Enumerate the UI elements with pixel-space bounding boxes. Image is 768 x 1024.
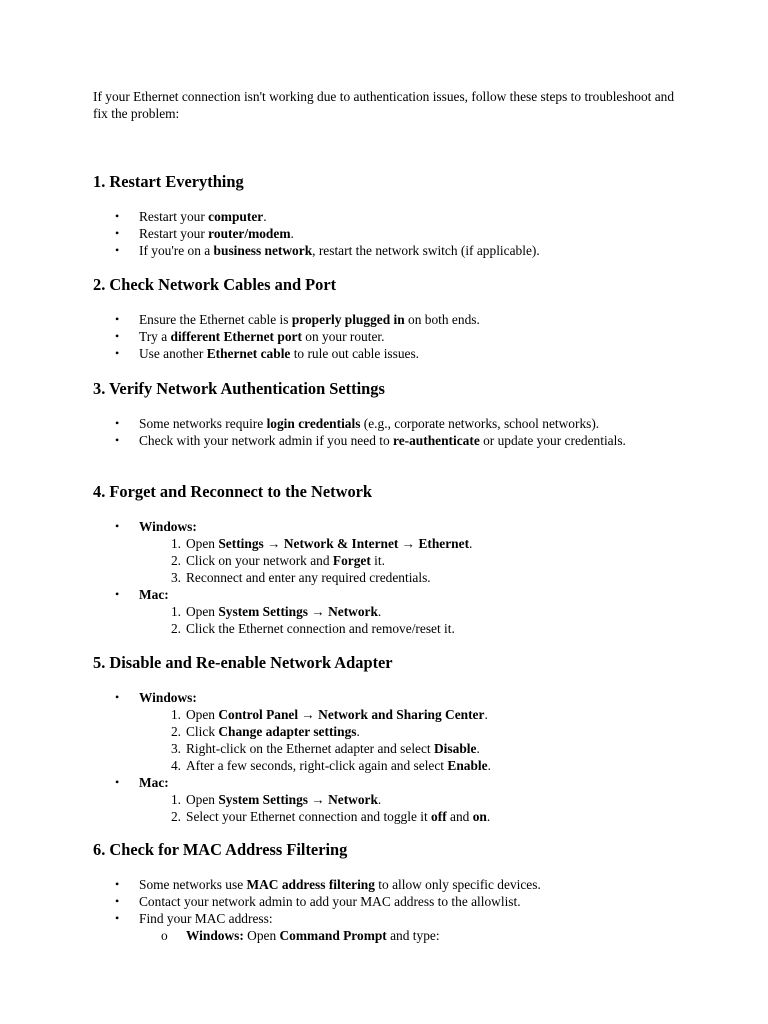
platform-label: Windows: — [139, 690, 197, 705]
sub-item: o Windows: Open Command Prompt and type: — [161, 928, 440, 943]
list-item: • If you're on a business network, restart the network switch (if applicable). — [115, 243, 540, 258]
platform-item — [93, 586, 693, 637]
bullet-icon: • — [115, 433, 120, 447]
step-item: 3. Reconnect and enter any required credentials. — [139, 569, 693, 586]
step-item: 1. Open Control Panel → Network and Sharing Center. — [139, 706, 693, 723]
step-item: 3. Right-click on the Ethernet adapter and select Disable. — [139, 740, 693, 757]
bullet-icon: • — [115, 329, 120, 343]
bullet-icon: • — [115, 243, 120, 257]
list-item: • Contact your network admin to add your MAC address to the allowlist. — [115, 894, 521, 909]
intro-paragraph: If your Ethernet connection isn't working due to authentication issues, follow these steps to troubleshoot and fix the problem: — [93, 89, 675, 121]
step-number: 2. — [170, 553, 181, 568]
step-list — [139, 706, 693, 774]
step-item: 4. After a few seconds, right-click again and select Enable. — [139, 757, 693, 774]
bullet-icon: • — [115, 894, 120, 908]
step-number: 1. — [170, 536, 181, 551]
step-number: 4. — [170, 758, 181, 773]
bold-text: properly plugged in — [291, 312, 405, 327]
bold-text: re-authenticate — [393, 433, 480, 448]
step-number: 3. — [170, 570, 181, 585]
list-item: • Try a different Ethernet port on your router. — [115, 329, 385, 344]
section-heading: 1. Restart Everything — [93, 172, 244, 191]
section-4 — [93, 482, 693, 637]
platform-item — [93, 774, 693, 825]
list-item: • Some networks use MAC address filtering to allow only specific devices. — [115, 877, 541, 892]
bold-text: System Settings → Network — [218, 604, 378, 619]
bold-text: Windows: — [186, 928, 244, 943]
bold-text: Forget — [332, 553, 371, 568]
step-item: 2. Click on your network and Forget it. — [139, 552, 693, 569]
bullet-icon: • — [115, 911, 120, 925]
section-2 — [93, 275, 693, 362]
bold-text: login credentials — [266, 416, 361, 431]
section-heading: 6. Check for MAC Address Filtering — [93, 840, 348, 859]
list-item: • Find your MAC address: o Windows: Open Command Prompt and type: — [93, 910, 693, 944]
bullet-list — [93, 689, 693, 825]
bold-text: Control Panel → Network and Sharing Center — [218, 707, 485, 722]
step-number: 1. — [170, 792, 181, 807]
bold-text: Command Prompt — [279, 928, 387, 943]
bullet-list — [93, 876, 693, 944]
bullet-icon: • — [115, 346, 120, 360]
step-number: 2. — [170, 621, 181, 636]
bold-text: business network — [213, 243, 313, 258]
step-item: 1. Open Settings → Network & Internet → Ethernet. — [139, 535, 693, 552]
bullet-icon: • — [115, 775, 120, 789]
step-item: 1. Open System Settings → Network. — [139, 791, 693, 808]
bold-text: Disable — [434, 741, 477, 756]
step-item: 2. Click the Ethernet connection and remove/reset it. — [139, 620, 693, 637]
bold-text: Ethernet cable — [206, 346, 291, 361]
step-number: 2. — [170, 724, 181, 739]
bullet-icon: • — [115, 209, 120, 223]
circle-bullet-icon: o — [161, 928, 168, 943]
document-page — [93, 88, 678, 943]
step-item: 2. Select your Ethernet connection and toggle it off and on. — [139, 808, 693, 825]
section-heading: 3. Verify Network Authentication Settings — [93, 379, 385, 398]
bold-text: Settings → Network & Internet → Ethernet — [218, 536, 470, 551]
bold-text: different Ethernet port — [170, 329, 302, 344]
bullet-icon: • — [115, 587, 120, 601]
step-number: 1. — [170, 707, 181, 722]
list-item: • Restart your router/modem. — [115, 226, 294, 241]
bold-text: Change adapter settings — [218, 724, 357, 739]
bullet-list — [93, 208, 693, 259]
bullet-icon: • — [115, 416, 120, 430]
bold-text: off — [431, 809, 447, 824]
step-item: 2. Click Change adapter settings. — [139, 723, 693, 740]
list-item: • Check with your network admin if you need to re-authenticate or update your credentials. — [115, 433, 626, 448]
bold-text: computer — [208, 209, 264, 224]
section-1 — [93, 172, 693, 259]
section-6 — [93, 840, 693, 944]
step-list — [139, 791, 693, 825]
section-5 — [93, 653, 693, 825]
sub-list — [139, 927, 693, 944]
section-heading: 4. Forget and Reconnect to the Network — [93, 482, 373, 501]
section-heading: 2. Check Network Cables and Port — [93, 275, 337, 294]
bullet-icon: • — [115, 226, 120, 240]
step-number: 3. — [170, 741, 181, 756]
step-number: 1. — [170, 604, 181, 619]
bullet-icon: • — [115, 877, 120, 891]
bold-text: MAC address filtering — [246, 877, 375, 892]
section-heading: 5. Disable and Re-enable Network Adapter — [93, 653, 393, 672]
bullet-list — [93, 415, 693, 449]
list-item: • Restart your computer. — [115, 209, 267, 224]
bold-text: Enable — [447, 758, 488, 773]
platform-label: Windows: — [139, 519, 197, 534]
step-list — [139, 603, 693, 637]
bullet-icon: • — [115, 690, 120, 704]
bullet-list — [93, 311, 693, 362]
platform-item — [93, 689, 693, 774]
list-item: • Some networks require login credentials (e.g., corporate networks, school networks). — [115, 416, 600, 431]
step-number: 2. — [170, 809, 181, 824]
bold-text: on — [472, 809, 487, 824]
bullet-icon: • — [115, 519, 120, 533]
section-3 — [93, 379, 693, 449]
step-item: 1. Open System Settings → Network. — [139, 603, 693, 620]
bold-text: System Settings → Network — [218, 792, 378, 807]
bullet-icon: • — [115, 312, 120, 326]
bold-text: router/modem — [208, 226, 291, 241]
platform-label: Mac: — [139, 775, 169, 790]
platform-item — [93, 518, 693, 586]
list-item: • Use another Ethernet cable to rule out cable issues. — [115, 346, 420, 361]
list-item: • Ensure the Ethernet cable is properly plugged in on both ends. — [115, 312, 480, 327]
bullet-list — [93, 518, 693, 637]
step-list — [139, 535, 693, 586]
platform-label: Mac: — [139, 587, 169, 602]
